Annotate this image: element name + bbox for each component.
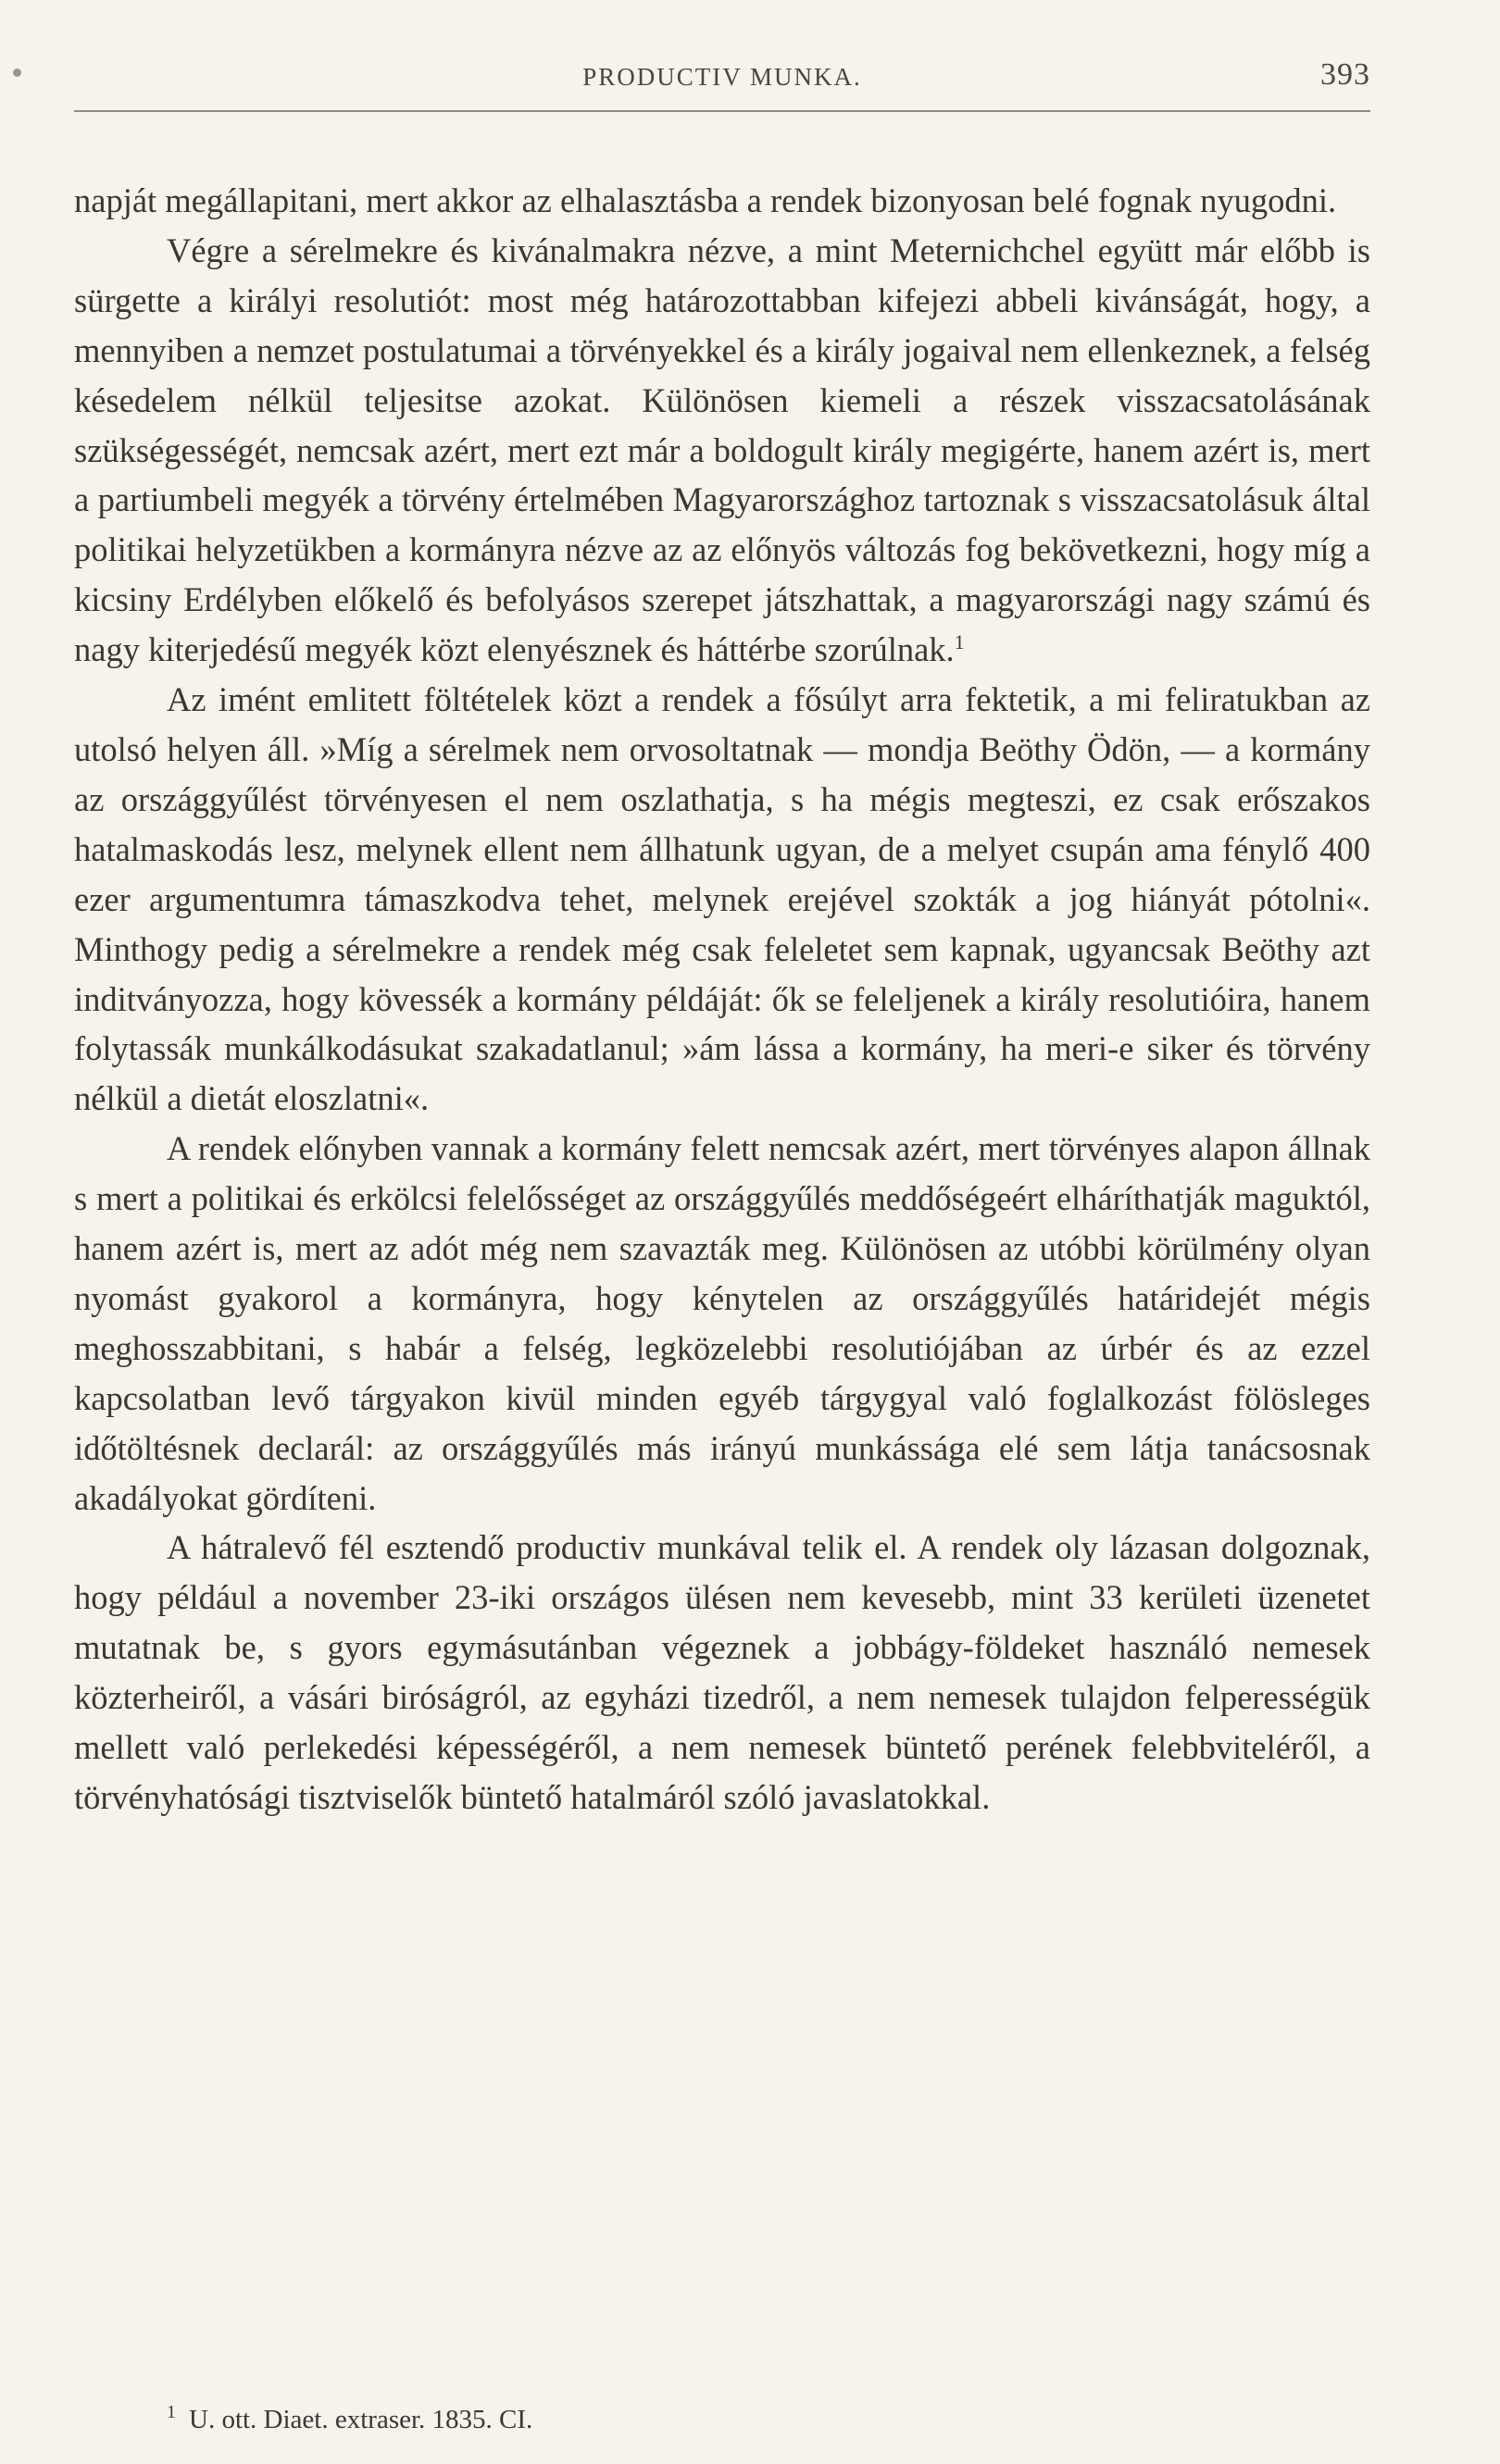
paragraph-5-text: A hátralevő fél esztendő productiv munkával telik el. A rendek oly lázasan dolgoznak, hogy például a november 23-iki országos ülésen nem kevesebb, mint 33 kerületi üzenetet mutatnak be, s gyors egymásutánban végeznek a jobbágy-földeket használó nemesek közterheiről, a vásári biróságról, az egyházi tizedről, a nem nemesek tulajdon felperességük mellett való perlekedési képességéről, a nem nemesek büntető perének felebbviteléről, a törvényhatósági tisztviselők büntető hatalmáról szóló javaslatokkal.: [74, 1528, 1370, 1816]
paragraph-5: [74, 1523, 1370, 1822]
paragraph-3: [74, 675, 1370, 1124]
paragraph-3-text: Az imént emlitett föltételek közt a rendek a fősúlyt arra fektetik, a mi feliratukban az utolsó helyen áll. »Míg a sérelmek nem orvosoltatnak — mondja Beöthy Ödön, — a kormány az országgyűlést törvényesen el nem oszlathatja, s ha mégis megteszi, ez csak erőszakos hatalmaskodás lesz, melynek ellent nem állhatunk ugyan, de a melyet csupán ama fénylő 400 ezer argumentumra támaszkodva tehet, melynek erejével szokták a jog hiányát pótolni«. Minthogy pedig a sérelmekre a rendek még csak feleletet sem kapnak, ugyancsak Beöthy azt inditványozza, hogy kövessék a kormány példáját: ők se feleljenek a király resolutióira, hanem folytassák munkálkodásukat szakadatlanul; »ám lássa a kormány, ha meri-e siker és törvény nélkül a dietát eloszlatni«.: [74, 680, 1370, 1118]
paragraph-1-text: napját megállapitani, mert akkor az elhalasztásba a rendek bizonyosan belé fognak nyugodni.: [74, 181, 1337, 219]
header-rule: [74, 110, 1370, 112]
footnote-number: 1: [167, 2402, 176, 2423]
paragraph-1: [74, 176, 1370, 226]
footnote-reference[interactable]: 1: [954, 630, 965, 653]
footnote-text: U. ott. Diaet. extraser. 1835. CI.: [189, 2405, 533, 2434]
paragraph-2: [74, 226, 1370, 675]
margin-mark: [13, 68, 21, 77]
paragraph-4-text: A rendek előnyben vannak a kormány felett nemcsak azért, mert törvényes alapon állnak s mert a politikai és erkölcsi felelősséget az országgyűlés meddőségeért elháríthatják maguktól, hanem azért is, mert az adót még nem szavazták meg. Különösen az utóbbi körülmény olyan nyomást gyakorol a kormányra, hogy kénytelen az országgyűlés határidejét mégis meghosszabbitani, s habár a felség, legközelebbi resolutiójában az úrbér és az ezzel kapcsolatban levő tárgyakon kivül minden egyéb tárgygyal való foglalkozást fölösleges időtöltésnek declarál: az országgyűlés más irányú munkássága elé sem látja tanácsosnak akadályokat gördíteni.: [74, 1129, 1370, 1517]
running-head: [74, 57, 1370, 104]
paragraph-4: [74, 1124, 1370, 1523]
body-text: [74, 176, 1370, 1823]
page-number: 393: [1320, 57, 1370, 92]
paragraph-2-text: Végre a sérelmekre és kivánalmakra nézve, a mint Meternichchel együtt már előbb is sürgette a királyi resolutiót: most még határozottabban kifejezi abbeli kivánságát, hogy, a mennyiben a nemzet postulatumai a törvényekkel és a király jogaival nem ellenkeznek, a felség késedelem nélkül teljesitse azokat. Különösen kiemeli a részek visszacsatolásának szükségességét, nemcsak azért, mert ezt már a boldogult király megigérte, hanem azért is, mert a partiumbeli megyék a törvény értelmében Magyarországhoz tartoznak s visszacsatolásuk által politikai helyzetükben a kormányra nézve az az előnyös változás fog bekövetkezni, hogy míg a kicsiny Erdélyben előkelő és befolyásos szerepet játszhattak, a magyarországi nagy számú és nagy kiterjedésű megyék közt elenyésznek és háttérbe szorúlnak.: [74, 230, 1370, 669]
running-title: PRODUCTIV MUNKA.: [582, 63, 862, 91]
footnote: [167, 2402, 533, 2435]
